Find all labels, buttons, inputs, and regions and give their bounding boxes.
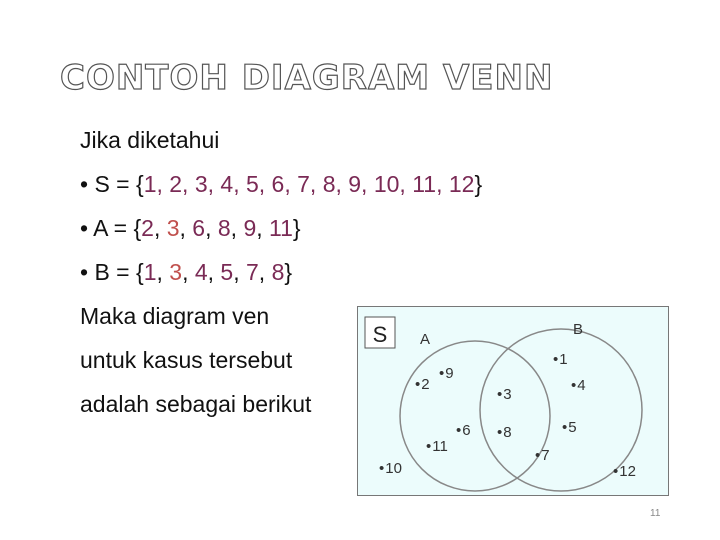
set-b-item: 1: [143, 259, 157, 285]
intro-line: Jika diketahui: [80, 127, 220, 153]
conclusion-line-3: adalah sebagai berikut: [80, 391, 312, 417]
element-12: •12: [613, 463, 636, 480]
set-b-item: 7: [246, 259, 259, 285]
element-9: •9: [439, 365, 454, 382]
set-b-label: B: [573, 321, 584, 338]
set-s-line: [80, 162, 482, 206]
element-4: •4: [571, 377, 586, 394]
set-a-item: 3: [166, 215, 180, 241]
set-a-item: 8: [217, 215, 231, 241]
set-a-label: A: [420, 331, 431, 348]
element-8: •8: [497, 424, 512, 441]
element-10: •10: [379, 460, 402, 477]
set-a-item: 6: [192, 215, 206, 241]
set-s-prefix: • S = {: [80, 171, 144, 197]
set-b-suffix: }: [284, 259, 293, 285]
conclusion-line-2: untuk kasus tersebut: [80, 347, 293, 373]
set-b-item: 3: [169, 259, 183, 285]
element-11: •11: [426, 438, 448, 455]
slide-title: CONTOH DIAGRAM VENN: [60, 58, 554, 98]
set-b-prefix: • B = {: [80, 259, 144, 285]
set-b-line: • B = {1, 3, 4, 5, 7, 8}: [80, 259, 293, 285]
set-s-values: 1, 2, 3, 4, 5, 6, 7, 8, 9, 10, 11, 12: [143, 171, 475, 197]
universe-label: S: [372, 322, 388, 347]
set-b-item: 4: [194, 259, 208, 285]
set-b-item: 8: [271, 259, 285, 285]
set-a-item: 11: [269, 215, 293, 241]
element-5: •5: [562, 419, 577, 436]
page-number: 11: [650, 508, 661, 519]
set-a-item: 9: [243, 215, 257, 241]
conclusion-line-1: Maka diagram ven: [80, 303, 270, 329]
element-6: •6: [456, 422, 471, 439]
element-1: •1: [553, 351, 568, 368]
venn-diagram: [357, 306, 669, 496]
element-2: •2: [415, 376, 430, 393]
set-s-suffix: }: [474, 171, 483, 197]
set-b-item: 5: [220, 259, 234, 285]
element-7: •7: [535, 447, 550, 464]
set-a-prefix: • A = {: [80, 215, 142, 241]
set-a-suffix: }: [292, 215, 301, 241]
element-3: •3: [497, 386, 512, 403]
set-a-line: • A = {2, 3, 6, 8, 9, 11}: [80, 215, 301, 241]
set-a-item: 2: [141, 215, 154, 241]
